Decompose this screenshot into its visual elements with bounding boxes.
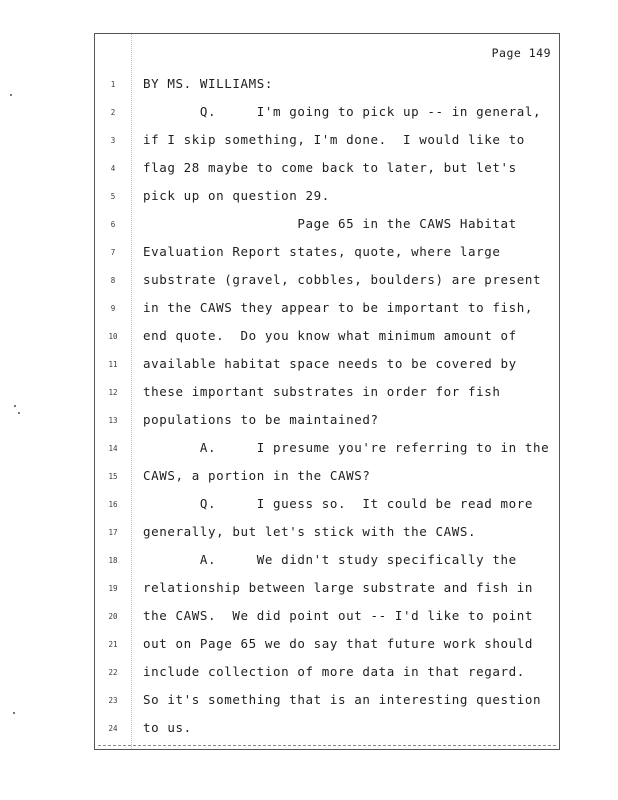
line-number: 21: [108, 640, 118, 649]
line-text: A. We didn't study specifically the: [143, 552, 517, 567]
line-number: 13: [108, 416, 118, 425]
line-text: end quote. Do you know what minimum amount of: [143, 328, 517, 343]
line-text: generally, but let's stick with the CAWS.: [143, 524, 477, 539]
line-number: 5: [110, 192, 116, 201]
scan-mark: [10, 94, 12, 96]
line-text: pick up on question 29.: [143, 188, 330, 203]
transcript-line: [95, 356, 559, 376]
line-text: populations to be maintained?: [143, 412, 379, 427]
line-number: 24: [108, 724, 118, 733]
transcript-line: [95, 132, 559, 152]
transcript-line: [95, 272, 559, 292]
line-text: the CAWS. We did point out -- I'd like to point: [143, 608, 534, 623]
line-number: 17: [108, 528, 118, 537]
transcript-page: [94, 33, 560, 750]
transcript-line: [95, 76, 559, 96]
line-number: 12: [108, 388, 118, 397]
line-text: Page 65 in the CAWS Habitat: [143, 216, 517, 231]
line-number: 4: [110, 164, 116, 173]
line-text: BY MS. WILLIAMS:: [143, 76, 274, 91]
transcript-line: [95, 440, 559, 460]
line-number: 20: [108, 612, 118, 621]
scan-mark: [13, 712, 15, 714]
line-text: out on Page 65 we do say that future work should: [143, 636, 534, 651]
line-text: in the CAWS they appear to be important to fish,: [143, 300, 534, 315]
line-text: Q. I'm going to pick up -- in general,: [143, 104, 542, 119]
transcript-line: [95, 468, 559, 488]
line-number: 14: [108, 444, 118, 453]
transcript-line: [95, 608, 559, 628]
line-text: if I skip something, I'm done. I would like to: [143, 132, 525, 147]
transcript-line: [95, 692, 559, 712]
line-number: 6: [110, 220, 116, 229]
line-number: 3: [110, 136, 116, 145]
line-number: 8: [110, 276, 116, 285]
line-text: available habitat space needs to be covered by: [143, 356, 517, 371]
transcript-line: [95, 104, 559, 124]
line-number: 18: [108, 556, 118, 565]
transcript-line: [95, 412, 559, 432]
line-number: 7: [110, 248, 116, 257]
scan-mark: [14, 405, 16, 407]
line-text: to us.: [143, 720, 192, 735]
transcript-line: [95, 384, 559, 404]
line-number: 1: [110, 80, 116, 89]
transcript-line: [95, 580, 559, 600]
transcript-line: [95, 216, 559, 236]
line-text: include collection of more data in that regard.: [143, 664, 525, 679]
line-text: these important substrates in order for fish: [143, 384, 501, 399]
line-text: flag 28 maybe to come back to later, but let's: [143, 160, 517, 175]
line-text: Q. I guess so. It could be read more: [143, 496, 534, 511]
line-number: 22: [108, 668, 118, 677]
transcript-line: [95, 328, 559, 348]
transcript-line: [95, 664, 559, 684]
transcript-line: [95, 188, 559, 208]
line-text: A. I presume you're referring to in the: [143, 440, 550, 455]
line-text: Evaluation Report states, quote, where large: [143, 244, 501, 259]
line-number: 15: [108, 472, 118, 481]
line-number: 10: [108, 332, 118, 341]
line-text: relationship between large substrate and fish in: [143, 580, 534, 595]
transcript-line: [95, 300, 559, 320]
line-number: 16: [108, 500, 118, 509]
transcript-line: [95, 720, 559, 740]
line-number: 9: [110, 304, 116, 313]
scan-mark: [18, 412, 20, 414]
line-number: 23: [108, 696, 118, 705]
transcript-line: [95, 636, 559, 656]
line-text: So it's something that is an interesting question: [143, 692, 542, 707]
page-number: Page 149: [491, 46, 551, 60]
transcript-line: [95, 160, 559, 180]
line-number: 19: [108, 584, 118, 593]
transcript-line: [95, 524, 559, 544]
line-number: 2: [110, 108, 116, 117]
transcript-line: [95, 496, 559, 516]
line-number: 11: [108, 360, 118, 369]
transcript-line: [95, 244, 559, 264]
line-text: substrate (gravel, cobbles, boulders) are present: [143, 272, 542, 287]
transcript-line: [95, 552, 559, 572]
line-text: CAWS, a portion in the CAWS?: [143, 468, 371, 483]
